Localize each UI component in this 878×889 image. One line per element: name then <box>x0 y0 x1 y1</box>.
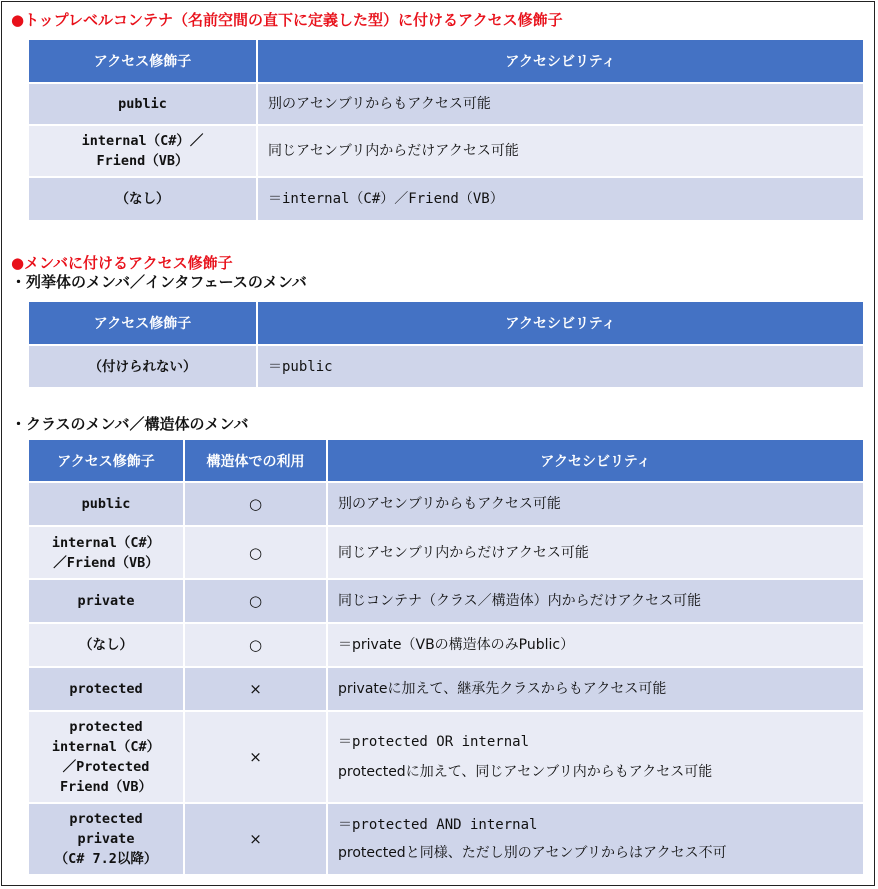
modifier-cell: （なし） <box>28 623 184 667</box>
accessibility-cell: 別のアセンブリからもアクセス可能 <box>327 482 864 526</box>
struct-usage-cell: × <box>184 803 327 875</box>
struct-usage-cell: × <box>184 711 327 803</box>
modifier-cell: protected <box>28 667 184 711</box>
table-row <box>28 623 864 667</box>
accessibility-cell: 同じアセンブリ内からだけアクセス可能 <box>257 125 864 177</box>
accessibility-cell: ＝public <box>257 345 864 388</box>
modifier-cell: public <box>28 83 257 125</box>
modifier-cell: public <box>28 482 184 526</box>
table-row <box>28 125 864 177</box>
header-modifier: アクセス修飾子 <box>28 439 184 482</box>
enum-interface-member-table <box>27 300 865 389</box>
struct-usage-cell: ○ <box>184 482 327 526</box>
table-header-row <box>28 439 864 482</box>
section2-subtitle: ・列挙体のメンバ／インタフェースのメンバ <box>11 273 307 291</box>
table-row <box>28 345 864 388</box>
table-row <box>28 711 864 803</box>
accessibility-cell: 同じアセンブリ内からだけアクセス可能 <box>327 526 864 579</box>
struct-usage-cell: ○ <box>184 526 327 579</box>
table-row <box>28 482 864 526</box>
struct-usage-cell: ○ <box>184 623 327 667</box>
table-header-row <box>28 301 864 345</box>
table-row <box>28 526 864 579</box>
header-accessibility: アクセシビリティ <box>327 439 864 482</box>
toplevel-modifier-table <box>27 38 865 222</box>
accessibility-cell: ＝private（VBの構造体のみPublic） <box>327 623 864 667</box>
accessibility-cell: 同じコンテナ（クラス／構造体）内からだけアクセス可能 <box>327 579 864 623</box>
table-row <box>28 177 864 221</box>
modifier-cell: protected private （C# 7.2以降） <box>28 803 184 875</box>
struct-usage-cell: ○ <box>184 579 327 623</box>
accessibility-cell: ＝protected AND internal protectedと同様、ただし別のアセンブリからはアクセス不可 <box>327 803 864 875</box>
struct-usage-cell: × <box>184 667 327 711</box>
table-header-row <box>28 39 864 83</box>
table-row <box>28 579 864 623</box>
modifier-cell: internal（C#） ／Friend（VB） <box>28 526 184 579</box>
modifier-cell: protected internal（C#） ／Protected Friend（VB） <box>28 711 184 803</box>
table-row <box>28 83 864 125</box>
section2-title: ●メンバに付けるアクセス修飾子 <box>11 254 233 272</box>
header-accessibility: アクセシビリティ <box>257 39 864 83</box>
header-struct-usage: 構造体での利用 <box>184 439 327 482</box>
header-modifier: アクセス修飾子 <box>28 301 257 345</box>
accessibility-cell: 別のアセンブリからもアクセス可能 <box>257 83 864 125</box>
section3-subtitle: ・クラスのメンバ／構造体のメンバ <box>11 415 249 433</box>
table-row <box>28 667 864 711</box>
modifier-cell: private <box>28 579 184 623</box>
header-modifier: アクセス修飾子 <box>28 39 257 83</box>
table-row <box>28 803 864 875</box>
header-accessibility: アクセシビリティ <box>257 301 864 345</box>
accessibility-cell: ＝protected OR internal protectedに加えて、同じアセンブリ内からもアクセス可能 <box>327 711 864 803</box>
section1-title: ●トップレベルコンテナ（名前空間の直下に定義した型）に付けるアクセス修飾子 <box>11 11 563 29</box>
modifier-cell: （付けられない） <box>28 345 257 388</box>
class-struct-member-table <box>27 438 865 876</box>
accessibility-cell: ＝internal（C#）／Friend（VB） <box>257 177 864 221</box>
modifier-cell: internal（C#）／ Friend（VB） <box>28 125 257 177</box>
accessibility-cell: privateに加えて、継承先クラスからもアクセス可能 <box>327 667 864 711</box>
modifier-cell: （なし） <box>28 177 257 221</box>
